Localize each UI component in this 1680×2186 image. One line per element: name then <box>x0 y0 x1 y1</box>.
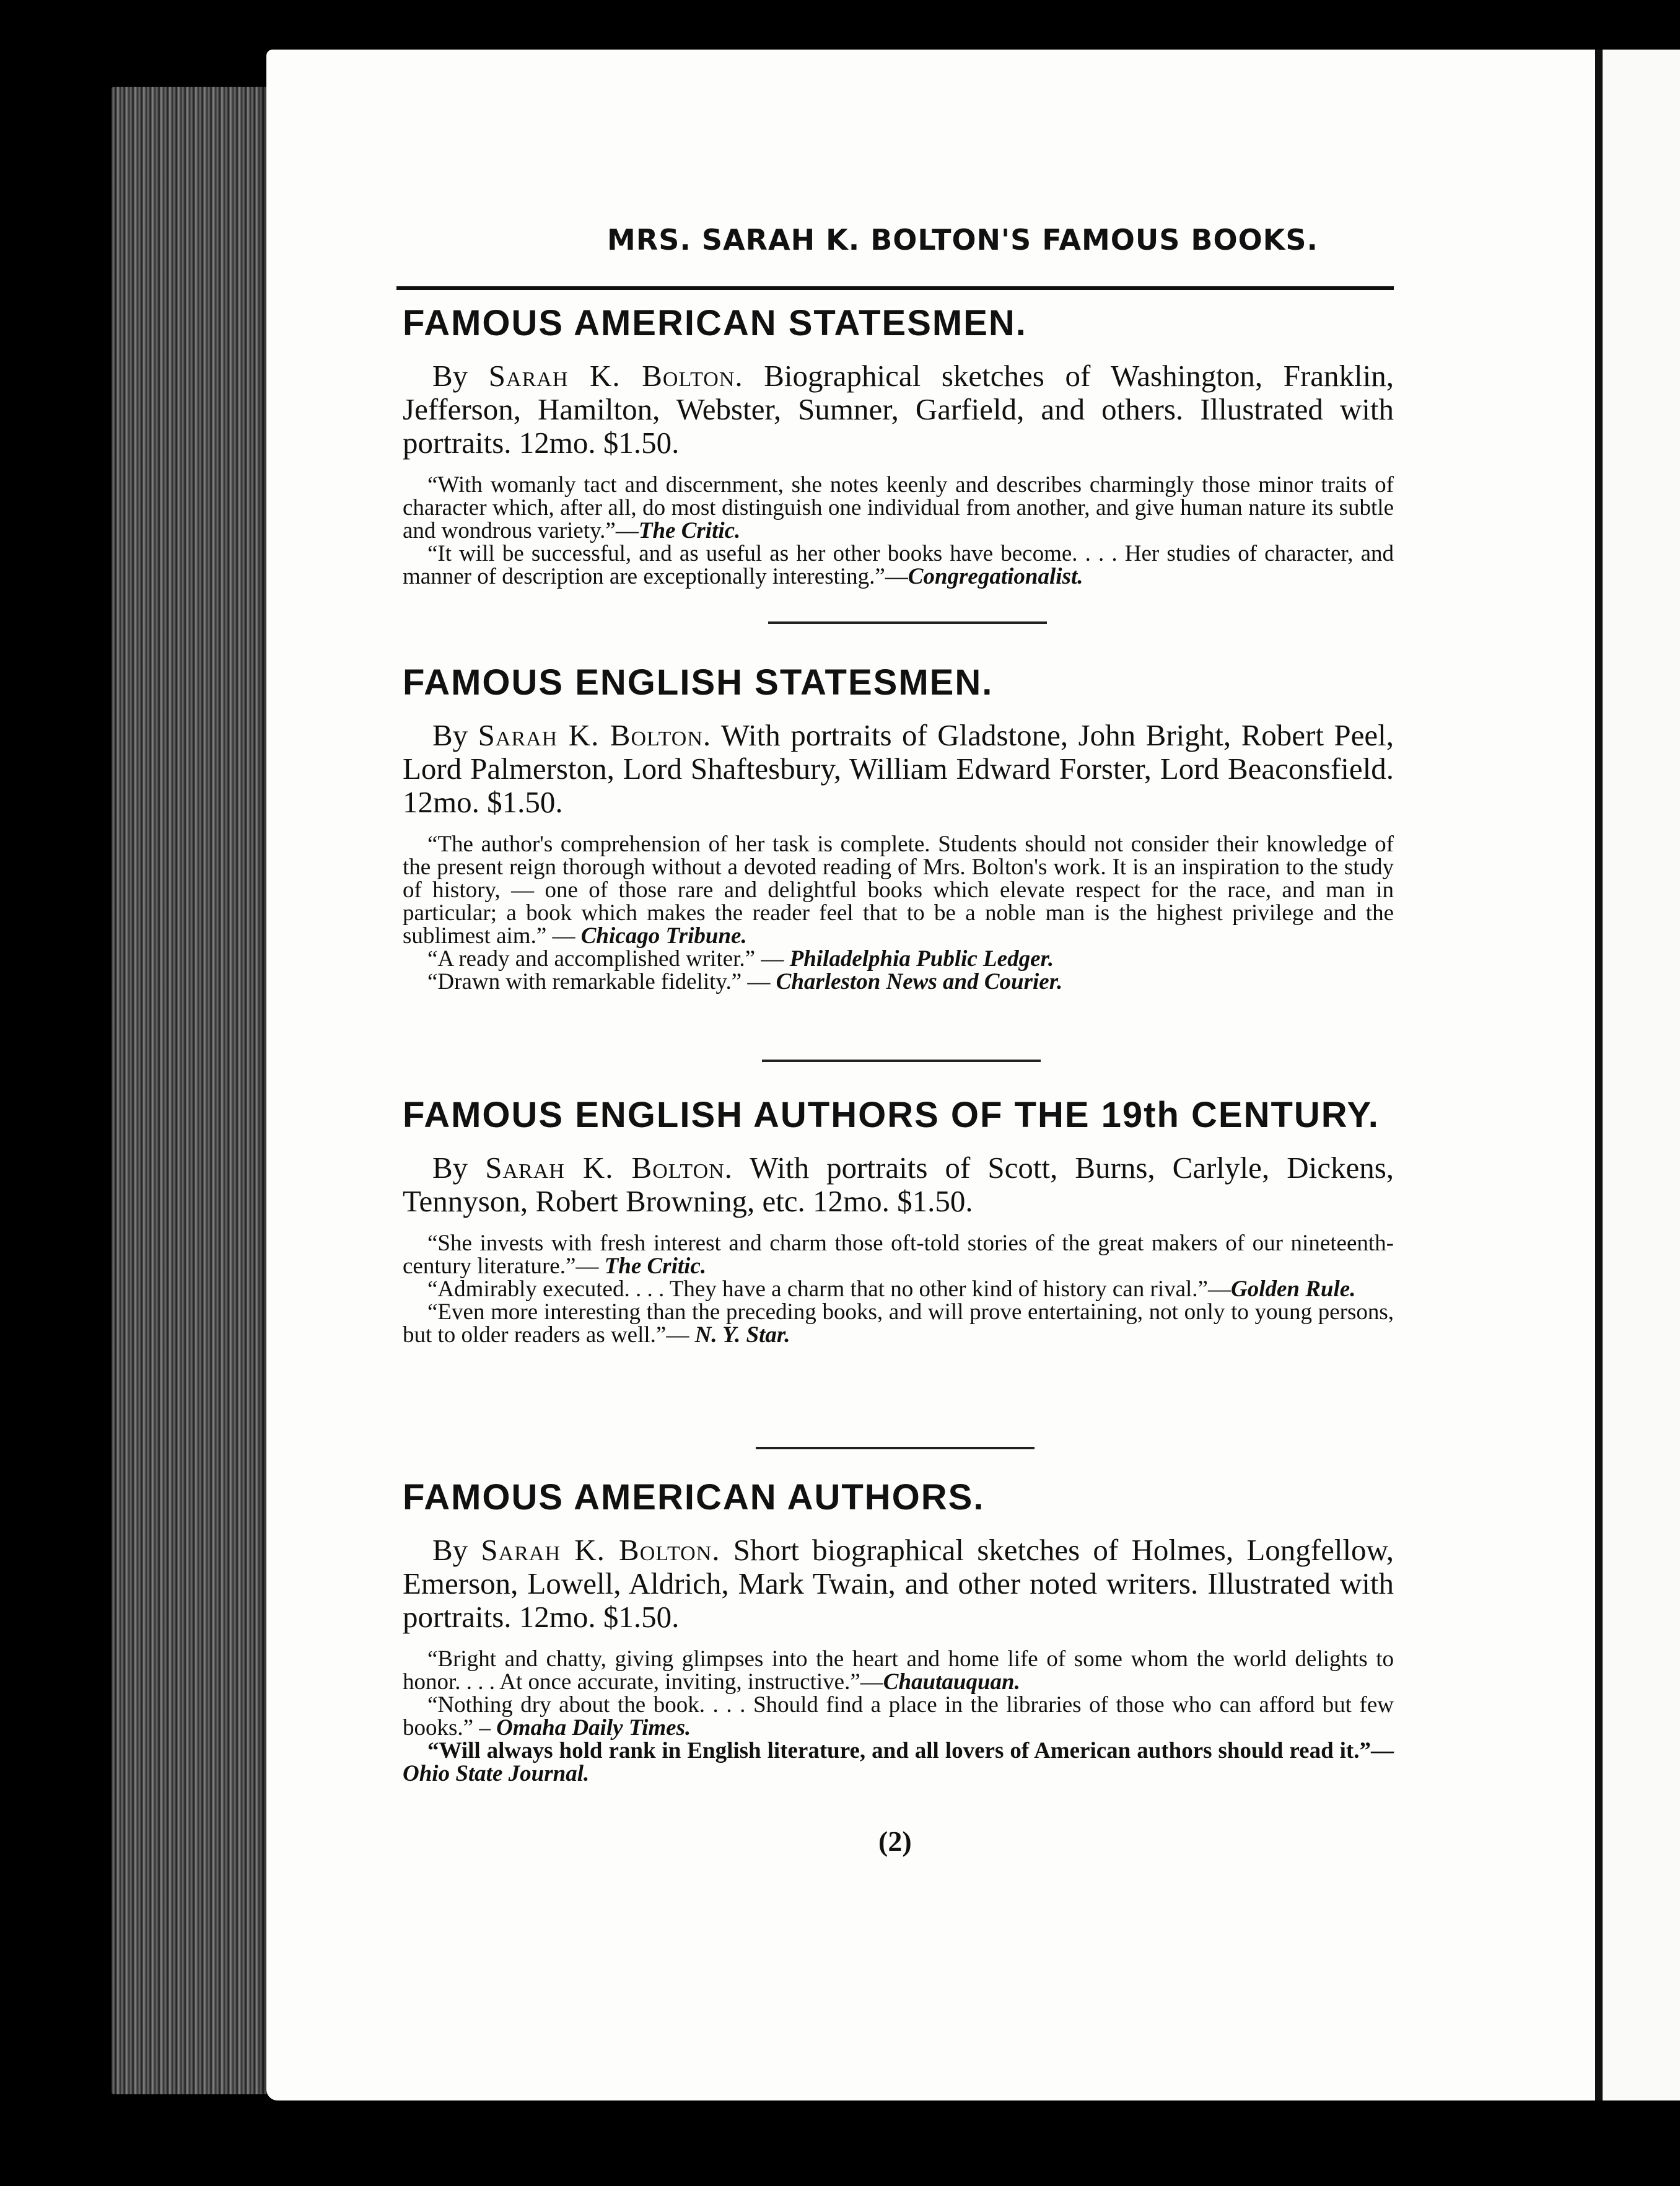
review-text: “Admirably executed. . . . They have a charm that no other kind of history can rival.”— <box>427 1276 1231 1302</box>
running-head: MRS. SARAH K. BOLTON'S FAMOUS BOOKS. <box>607 223 1318 257</box>
review-source: Philadelphia Public Ledger. <box>789 946 1054 972</box>
description-text: Short biographical sketches of Holmes, Longfellow, Emerson, Lowell, Aldrich, Mark Twain, and other noted writers. Illustrated with portraits. 12mo. $1.50. <box>403 1533 1394 1634</box>
section-title: FAMOUS AMERICAN AUTHORS. <box>403 1477 985 1517</box>
section-description <box>403 1151 1394 1218</box>
review-source: Chautauquan. <box>883 1669 1020 1695</box>
review-text: “Nothing dry about the book. . . . Should find a place in the libraries of those who can afford but few books.” – <box>403 1692 1394 1740</box>
page-edges <box>112 87 273 2094</box>
review-source: N. Y. Star. <box>694 1322 790 1348</box>
description-text: Biographical sketches of Washington, Franklin, Jefferson, Hamilton, Webster, Sumner, Garfield, and others. Illustrated with portraits. 12mo. $1.50. <box>403 359 1394 460</box>
review-text: “Bright and chatty, giving glimpses into the heart and home life of some whom the world delights to honor. . . . At once accurate, inviting, instructive.”— <box>403 1646 1394 1695</box>
section-famous-english-statesmen <box>403 663 1394 993</box>
review-text: “She invests with fresh interest and charm those oft-told stories of the great makers of our nineteenth-century literature.”— <box>403 1231 1394 1279</box>
section-divider <box>756 1447 1035 1449</box>
review-quote <box>403 1278 1394 1301</box>
review-text: “With womanly tact and discernment, she notes keenly and describes charmingly those minor traits of character which, after all, do most distinguish one individual from another, and give human nature its subtle and wondrous variety.”— <box>403 472 1394 543</box>
description-text: With portraits of Scott, Burns, Carlyle, Dickens, Tennyson, Robert Browning, etc. 12mo. $1.50. <box>403 1151 1394 1218</box>
review-text: “Will always hold rank in English literature, and all lovers of American authors should read it.”— <box>427 1738 1394 1763</box>
review-source: Chicago Tribune. <box>580 923 747 949</box>
section-famous-american-statesmen <box>403 304 1394 588</box>
review-quote <box>403 833 1394 947</box>
section-title: FAMOUS ENGLISH STATESMEN. <box>403 662 994 703</box>
review-source: Charleston News and Courier. <box>776 969 1063 994</box>
by-word: By <box>432 1533 468 1567</box>
review-quote <box>403 947 1394 970</box>
review-source: Congregationalist. <box>908 564 1083 589</box>
review-text: “It will be successful, and as useful as her other books have become. . . . Her studies of character, and manner of description are exceptionally interesting.”— <box>403 541 1394 589</box>
review-quote <box>403 970 1394 993</box>
review-quote <box>403 1648 1394 1693</box>
author-name: Sarah K. Bolton. <box>481 1533 720 1567</box>
section-description <box>403 1534 1394 1634</box>
section-famous-american-authors <box>403 1478 1394 1785</box>
section-famous-english-authors <box>403 1095 1394 1346</box>
facing-page-edge <box>1595 50 1680 2100</box>
review-source: Ohio State Journal. <box>403 1761 590 1786</box>
review-quote <box>403 1232 1394 1278</box>
review-text: “The author's comprehension of her task is complete. Students should not consider their knowledge of the present reign thorough without a devoted reading of Mrs. Bolton's work. It is an inspiration to the study of history, — one of those rare and delightful books which elevate respect for the race, and man in particular; a book which makes the reader feel that to be a noble man is the highest privilege and the sublimest aim.” — <box>403 832 1394 949</box>
review-source: Omaha Daily Times. <box>496 1715 691 1740</box>
header-rule <box>396 286 1394 290</box>
section-title: FAMOUS AMERICAN STATESMEN. <box>403 303 1027 343</box>
author-name: Sarah K. Bolton. <box>485 1151 733 1185</box>
by-word: By <box>432 718 468 752</box>
review-text: “Drawn with remarkable fidelity.” — <box>427 969 776 994</box>
section-divider <box>762 1060 1041 1062</box>
page-number: (2) <box>878 1825 912 1857</box>
review-quote <box>403 473 1394 542</box>
section-description <box>403 359 1394 460</box>
review-quote <box>403 1301 1394 1346</box>
review-quote <box>403 1739 1394 1785</box>
review-quote <box>403 1693 1394 1739</box>
review-text: “A ready and accomplished writer.” — <box>427 946 790 972</box>
section-title: FAMOUS ENGLISH AUTHORS OF THE 19th CENTURY. <box>403 1095 1380 1135</box>
section-divider <box>768 621 1047 624</box>
review-source: The Critic. <box>604 1253 707 1279</box>
by-word: By <box>432 359 468 393</box>
author-name: Sarah K. Bolton. <box>488 359 743 393</box>
description-text: With portraits of Gladstone, John Bright, Robert Peel, Lord Palmerston, Lord Shaftesbury, William Edward Forster, Lord Beaconsfield. 12mo. $1.50. <box>403 718 1394 819</box>
review-source: Golden Rule. <box>1230 1276 1356 1302</box>
author-name: Sarah K. Bolton. <box>478 718 712 752</box>
review-source: The Critic. <box>638 518 741 543</box>
review-quote <box>403 542 1394 588</box>
section-description <box>403 719 1394 819</box>
review-text: “Even more interesting than the preceding books, and will prove entertaining, not only to young persons, but to older readers as well.”— <box>403 1299 1394 1348</box>
by-word: By <box>432 1151 468 1185</box>
